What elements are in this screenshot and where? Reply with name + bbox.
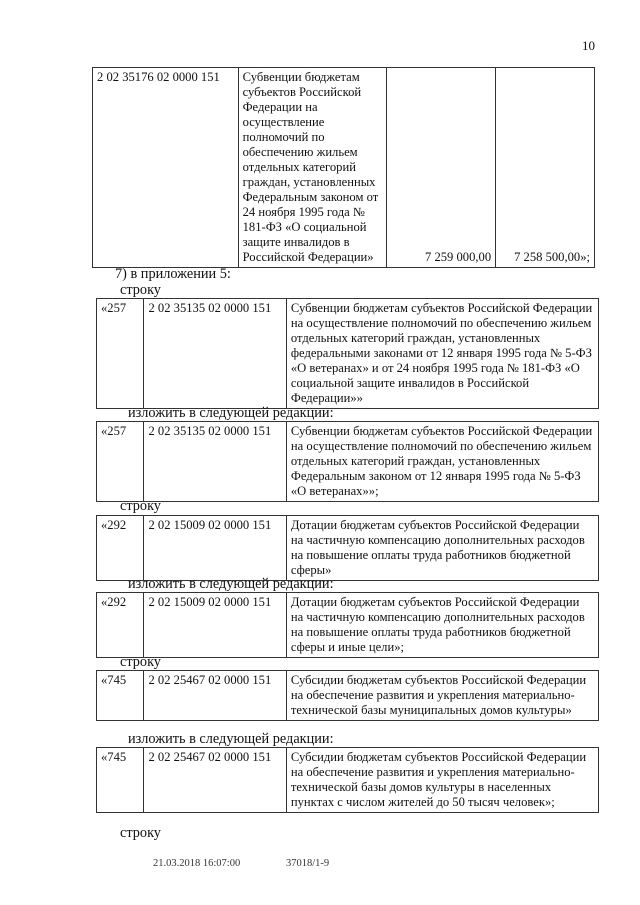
row-table-6	[96, 747, 599, 813]
table-row	[97, 422, 599, 502]
table-row	[97, 748, 599, 813]
table-row	[93, 68, 595, 268]
description-cell: Субвенции бюджетам субъектов Российской Федерации на осуществление полномочий по обеспечению жильем отдельных категорий граждан, установленных Федеральным законом от 12 января 1995 года № 5-ФЗ «О ветеранах»»;	[286, 422, 598, 502]
footer-doc-id: 37018/1-9	[286, 858, 330, 869]
description-cell: Субсидии бюджетам субъектов Российской Федерации на обеспечение развития и укрепления материально-технической базы домов культуры в населенных пунктах с числом жителей до 50 тысяч человек»;	[286, 748, 598, 813]
code-cell: 2 02 25467 02 0000 151	[144, 748, 286, 813]
row-number: «292	[97, 593, 144, 658]
row-table-4	[96, 592, 599, 658]
description-cell: Дотации бюджетам субъектов Российской Федерации на частичную компенсацию дополнительных расходов на повышение оплаты труда работников бюджетной сферы и иные цели»;	[286, 593, 598, 658]
row-number: «257	[97, 422, 144, 502]
table-row	[97, 516, 599, 581]
value-cell-2: 7 258 500,00»;	[496, 68, 595, 268]
description-cell: Субсидии бюджетам субъектов Российской Федерации на обеспечение развития и укрепления материально-технической базы муниципальных домов культуры»	[286, 671, 598, 721]
stroku-label-4: строку	[120, 825, 161, 841]
izlozhit-label-1: изложить в следующей редакции:	[128, 405, 334, 421]
description-cell: Субвенции бюджетам субъектов Российской Федерации на осуществление полномочий по обеспечению жильем отдельных категорий граждан, установленных федеральными законами от 12 января 1995 года № 5-ФЗ «О ветеранах» и от 24 ноября 1995 года № 181-ФЗ «О социальной защите инвалидов в Российской Федерации»»	[286, 299, 598, 409]
item-7-heading: 7) в приложении 5:	[115, 266, 231, 282]
footer-datetime: 21.03.2018 16:07:00	[153, 858, 241, 869]
stroku-label-1: строку	[120, 282, 161, 298]
code-cell: 2 02 15009 02 0000 151	[144, 593, 286, 658]
row-table-1	[96, 298, 599, 409]
code-cell: 2 02 35135 02 0000 151	[144, 422, 286, 502]
value-cell-1: 7 259 000,00	[387, 68, 496, 268]
description-cell: Дотации бюджетам субъектов Российской Федерации на частичную компенсацию дополнительных расходов на повышение оплаты труда работников бюджетной сферы»	[286, 516, 598, 581]
code-cell: 2 02 35135 02 0000 151	[144, 299, 286, 409]
izlozhit-label-2: изложить в следующей редакции:	[128, 576, 334, 592]
stroku-label-3: строку	[120, 654, 161, 670]
top-table	[92, 67, 595, 268]
code-cell: 2 02 15009 02 0000 151	[144, 516, 286, 581]
row-table-2	[96, 421, 599, 502]
row-number: «292	[97, 516, 144, 581]
code-cell: 2 02 35176 02 0000 151	[93, 68, 239, 268]
table-row	[97, 299, 599, 409]
page-number: 10	[582, 38, 595, 53]
row-table-3	[96, 515, 599, 581]
row-number: «257	[97, 299, 144, 409]
table-row	[97, 593, 599, 658]
row-number: «745	[97, 671, 144, 721]
izlozhit-label-3: изложить в следующей редакции:	[128, 731, 334, 747]
stroku-label-2: строку	[120, 498, 161, 514]
description-cell: Субвенции бюджетам субъектов Российской Федерации на осуществление полномочий по обеспечению жильем отдельных категорий граждан, установленных Федеральным законом от 24 ноября 1995 года № 181-ФЗ «О социальной защите инвалидов в Российской Федерации»	[238, 68, 387, 268]
row-table-5	[96, 670, 599, 721]
table-row	[97, 671, 599, 721]
row-number: «745	[97, 748, 144, 813]
code-cell: 2 02 25467 02 0000 151	[144, 671, 286, 721]
